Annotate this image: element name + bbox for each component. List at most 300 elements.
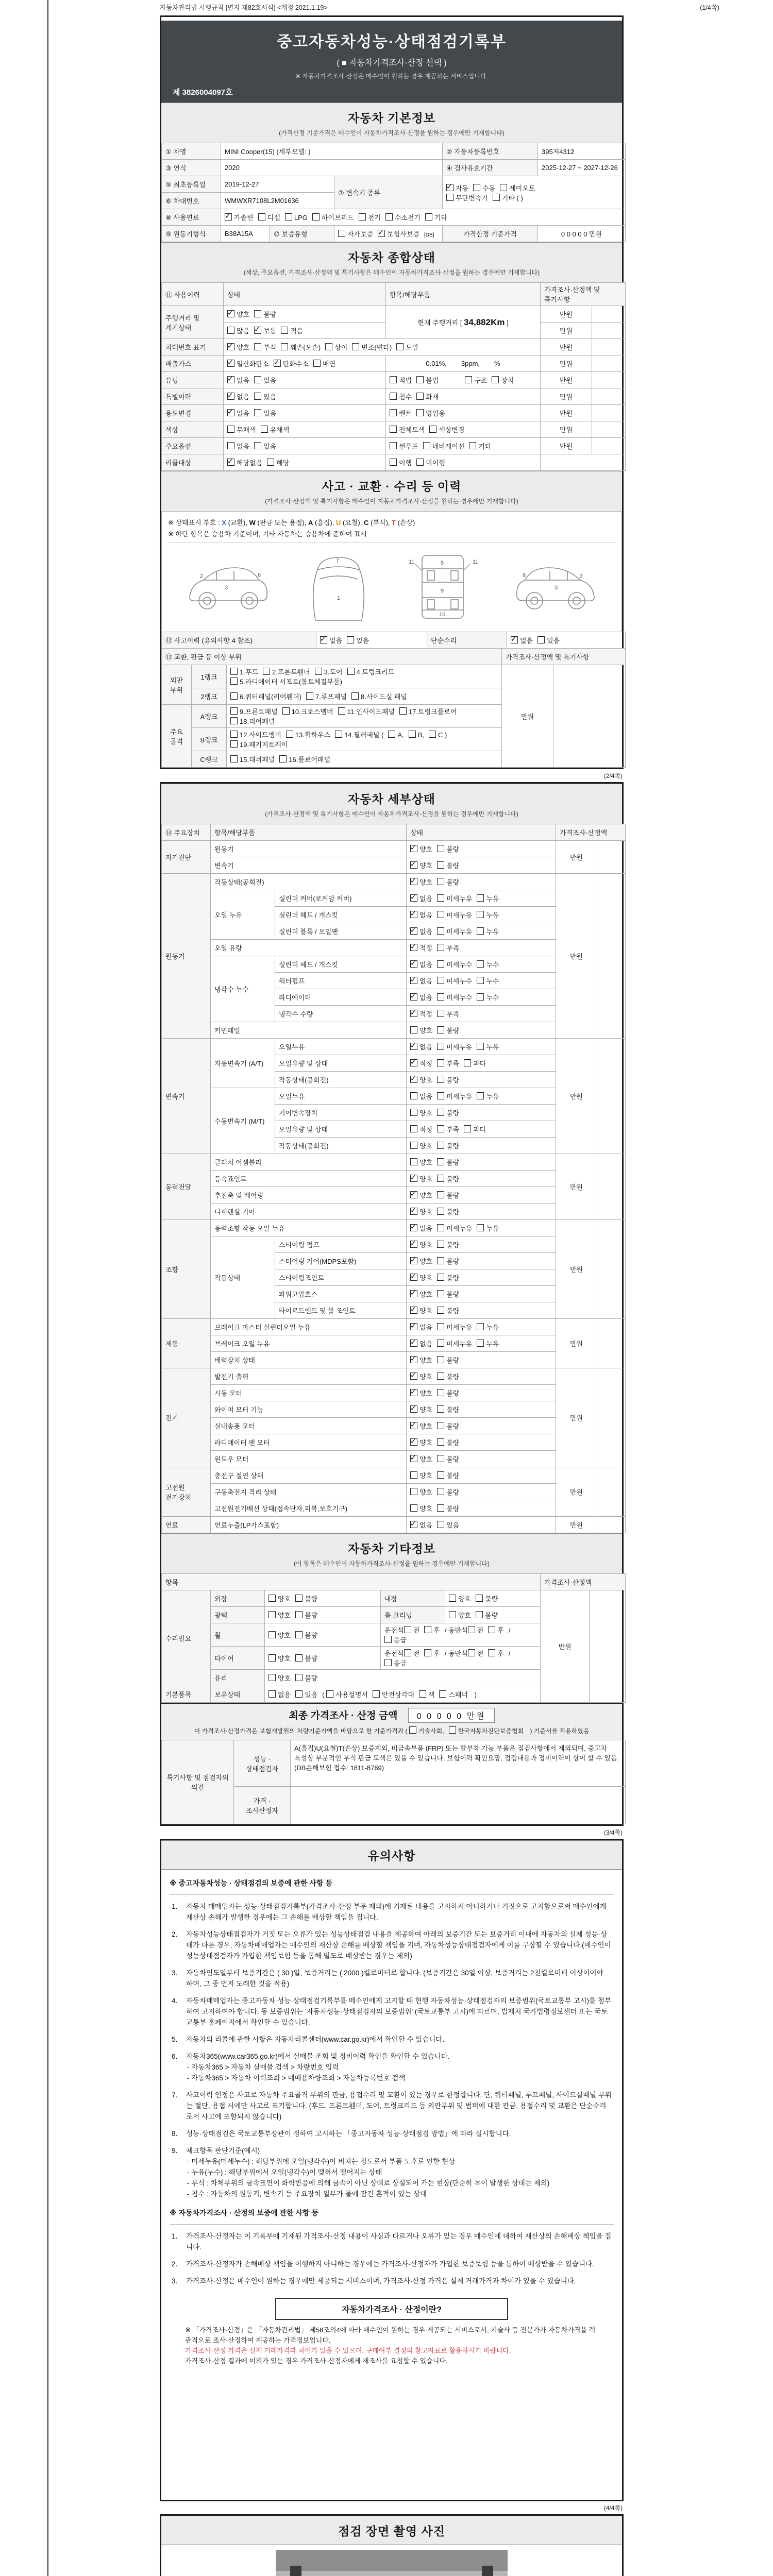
value-cell <box>407 1302 556 1319</box>
checkbox <box>446 193 488 202</box>
checkbox-icon <box>404 1626 411 1633</box>
etc-info-table-mount <box>161 1573 622 1703</box>
checkbox-icon <box>268 1654 276 1662</box>
checkbox-icon <box>437 1158 444 1165</box>
value-cell: 실린더 헤드 / 개스킷 <box>275 907 407 923</box>
note-item <box>172 2231 612 2252</box>
car-diagram-front-top <box>300 548 377 625</box>
value-cell: 만원 <box>541 306 592 323</box>
checkbox <box>410 1058 432 1068</box>
label-cell: 가격 · 조사산정자 <box>234 1787 291 1824</box>
section-accident-history <box>161 471 622 512</box>
diagram-number: 3 <box>554 585 558 591</box>
table-row <box>162 160 626 176</box>
checkbox-label: 없음 <box>419 895 433 903</box>
checkbox-icon <box>230 668 238 675</box>
diagram-number: 3 <box>224 585 228 591</box>
label-cell: 타이어 <box>211 1647 265 1670</box>
checkbox <box>477 893 499 903</box>
checkbox <box>437 1503 459 1513</box>
section-subtitle: (색상, 주요옵션, 가격조사·산정액 및 특기사항은 매수인이 자동차가격조사·산정을 원하는 경우에만 기재합니다) <box>243 269 540 276</box>
checkbox-icon <box>416 393 424 400</box>
checkbox-icon <box>352 343 359 350</box>
note-text: 성능·상태점검은 국토교통부장관이 정하여 고시하는 「중고자동차 성능·상태점검 방법」에 따라 실시합니다. <box>186 2130 511 2138</box>
checkbox-label: 적음 <box>290 327 304 335</box>
table-row <box>162 355 626 372</box>
value-cell <box>386 355 541 372</box>
value-cell: 작동상태(공회전) <box>275 1138 407 1154</box>
checkbox <box>410 976 432 986</box>
checkbox-label: 3.도어 <box>324 668 343 676</box>
checkbox-icon <box>295 1674 303 1681</box>
value-cell: 만원 <box>556 1154 597 1220</box>
value-cell <box>407 1368 556 1385</box>
section-title: 자동차 세부상태 <box>348 792 435 806</box>
value-cell <box>224 339 541 355</box>
page-1 <box>160 15 624 769</box>
label-cell: 룸 크리닝 <box>381 1607 445 1623</box>
checkbox <box>282 706 333 716</box>
table-row <box>162 665 626 688</box>
table-row <box>162 176 626 193</box>
value-cell: 395저4312 <box>538 143 626 160</box>
value-cell <box>407 1236 556 1253</box>
checkbox-icon <box>230 740 238 748</box>
table-row <box>162 824 626 841</box>
value-cell: 스티어링조인트 <box>275 1269 407 1286</box>
checkbox-icon <box>384 1636 392 1643</box>
value-cell <box>407 1401 556 1418</box>
value-cell <box>407 874 556 890</box>
checkbox <box>410 1157 432 1167</box>
checkbox-checked-icon <box>227 393 234 400</box>
value-cell: 만원 <box>541 339 592 355</box>
value-cell: 만원 <box>556 1319 597 1368</box>
checkbox <box>267 457 289 467</box>
checkbox-icon <box>306 692 313 700</box>
page-3 <box>160 1839 624 2501</box>
value-cell: 워터펌프 <box>275 973 407 989</box>
value-cell <box>592 355 626 372</box>
label-cell: ⑨ 원동기형식 <box>162 226 221 242</box>
label-cell: 가격조사·산정액 <box>556 824 626 841</box>
diagram-number: 9 <box>440 588 444 594</box>
checkbox-checked-icon <box>410 927 417 935</box>
text: W <box>249 519 256 527</box>
checkbox-label: 12.사이드멤버 <box>240 731 281 739</box>
value-cell <box>592 306 626 323</box>
value-cell <box>227 688 502 705</box>
inspector-opinion-table <box>161 1740 626 1824</box>
notes-subheader-1: ※ 중고자동차성능 · 상태점검의 보증에 관한 사항 등 <box>170 1878 614 1895</box>
checkbox-icon <box>338 707 345 715</box>
value-cell: 실린더 블록 / 오일팬 <box>275 923 407 940</box>
checkbox <box>416 392 439 401</box>
checkbox <box>424 1648 440 1658</box>
checkbox-icon <box>439 1690 446 1698</box>
label-cell: 용도변경 <box>162 405 224 421</box>
checkbox-icon <box>477 911 484 918</box>
checkbox-checked-icon <box>410 1257 417 1264</box>
value-cell <box>407 1500 556 1517</box>
checkbox-icon <box>437 1076 444 1083</box>
value-cell <box>407 857 556 874</box>
table-row <box>162 1368 626 1385</box>
value-cell: 윈도우 모터 <box>211 1451 407 1467</box>
checkbox-label: 있음 <box>356 637 369 645</box>
checkbox <box>437 1454 459 1464</box>
checkbox-icon <box>286 731 293 738</box>
value-cell: 작동상태(공회전) <box>211 874 407 890</box>
label-cell: 유리 <box>211 1670 265 1686</box>
checkbox-label: 불량 <box>305 1674 318 1682</box>
text: ( <box>322 1691 327 1699</box>
checkbox <box>359 212 381 222</box>
checkbox-icon <box>410 1504 417 1512</box>
checkbox-label: 전기 <box>367 214 381 222</box>
checkbox-label: 누유 <box>486 928 499 936</box>
diagram-number: 2 <box>579 573 582 580</box>
checkbox-icon <box>437 1191 444 1198</box>
checkbox <box>227 326 249 335</box>
checkbox-icon <box>437 1241 444 1248</box>
checkbox-checked-icon <box>410 1455 417 1462</box>
checkbox <box>390 441 418 451</box>
checkbox-label: 양호 <box>419 878 433 886</box>
label-cell: 고전원 전기장치 <box>162 1467 211 1517</box>
checkbox-checked-icon <box>410 960 417 968</box>
checkbox-label: 18.리어패널 <box>240 718 275 725</box>
checkbox-icon <box>477 1043 484 1050</box>
checkbox-icon <box>424 1649 431 1656</box>
checkbox-label: 미세누수 <box>446 994 473 1002</box>
checkbox-label: 불량 <box>305 1654 318 1663</box>
table-row <box>162 1517 626 1533</box>
text: U <box>335 519 341 527</box>
checkbox-icon <box>469 442 476 449</box>
text: ) 기준서를 적용하였음 <box>528 1727 590 1735</box>
note-subline: - 자동차365 > 자동차 이력조회 > 매매용차량조회 > 자동차등록번호 검색 <box>187 2074 406 2082</box>
checkbox-label: 과다 <box>473 1060 486 1067</box>
checkbox-label: 부족 <box>446 944 460 952</box>
checkbox-icon <box>437 911 444 918</box>
value-cell: 만원 <box>556 1368 597 1467</box>
checkbox <box>437 1157 459 1167</box>
checkbox-label: 불량 <box>446 878 460 886</box>
note-item <box>172 2259 612 2269</box>
detail-state-table-mount <box>161 824 622 1533</box>
checkbox-icon <box>396 343 404 350</box>
checkbox-label: 미세누유 <box>446 895 473 903</box>
checkbox-icon <box>282 707 290 715</box>
checkbox-label: 양호 <box>419 862 433 870</box>
note-item <box>172 2090 612 2122</box>
checkbox-label: 미세누수 <box>446 977 473 985</box>
value-cell <box>407 940 556 956</box>
final-price-value: 0 0 0 0 0 만원 <box>408 1708 495 1723</box>
checkbox-label: 누수 <box>486 994 499 1002</box>
checkbox-label: 후 <box>497 1650 504 1657</box>
value-cell: 만원 <box>541 421 592 438</box>
checkbox <box>230 691 301 701</box>
value-cell <box>316 632 427 649</box>
checkbox-icon <box>390 409 397 416</box>
table-row <box>162 649 626 665</box>
label-cell: 전기 <box>162 1368 211 1467</box>
text: C <box>364 519 369 527</box>
value-cell <box>224 454 386 471</box>
value-cell <box>597 841 626 874</box>
checkbox-icon <box>335 731 342 738</box>
checkbox-label: 기술사회, <box>418 1727 444 1735</box>
checkbox <box>437 1273 459 1282</box>
document-title-block <box>161 17 622 103</box>
checkbox <box>437 1009 459 1019</box>
checkbox <box>279 754 330 764</box>
checkbox-icon <box>437 1323 444 1330</box>
label-cell: 가격조사·산정액 <box>541 1574 626 1590</box>
checkbox-label: 잭 <box>428 1691 435 1699</box>
text: 운전석 <box>384 1650 404 1657</box>
final-price-band <box>161 1703 622 1740</box>
checkbox <box>410 1025 432 1035</box>
diagram-number: 1 <box>337 595 340 601</box>
checkbox <box>446 183 468 193</box>
checkbox <box>390 425 425 434</box>
label-cell: ⑦ 변속기 종류 <box>334 176 443 209</box>
text: % <box>494 360 500 367</box>
checkbox <box>254 441 276 451</box>
checkbox <box>425 212 447 222</box>
checkbox-checked-icon <box>410 911 417 918</box>
checkbox <box>464 1124 486 1134</box>
car-diagrams <box>168 543 615 630</box>
checkbox <box>500 183 535 193</box>
checkbox-icon <box>410 1026 417 1033</box>
checkbox-label: 응급 <box>394 1659 407 1667</box>
checkbox-checked-icon <box>511 636 518 643</box>
checkbox-label: 19.패키지트레이 <box>240 741 288 749</box>
checkbox-label: 후 <box>497 1626 504 1634</box>
table-row <box>162 209 626 226</box>
checkbox <box>409 731 424 739</box>
checkbox <box>227 342 249 352</box>
table-row <box>162 306 626 323</box>
checkbox <box>268 1673 291 1683</box>
checkbox-icon <box>437 1356 444 1363</box>
checkbox-checked-icon <box>410 1076 417 1083</box>
section-title: 사고 · 교환 · 수리 등 이력 <box>322 480 462 493</box>
checkbox-icon <box>437 1026 444 1033</box>
label-cell: 주요 골격 <box>162 705 192 768</box>
label-cell: B랭크 <box>192 728 227 751</box>
checkbox-label: 있음 <box>263 393 277 401</box>
value-cell <box>407 1154 556 1171</box>
checkbox <box>437 1388 459 1398</box>
checkbox <box>410 1289 432 1299</box>
checkbox-icon <box>254 442 261 449</box>
checkbox-label: 훼손(오손) <box>290 344 321 351</box>
checkbox-icon <box>437 1109 444 1116</box>
value-cell <box>407 1451 556 1467</box>
checkbox-checked-icon <box>410 845 417 852</box>
checkbox-checked-icon <box>274 360 281 367</box>
value-cell <box>265 1623 381 1647</box>
value-cell <box>407 973 556 989</box>
checkbox-label: 13.휠하우스 <box>295 731 331 739</box>
value-cell <box>407 1039 556 1055</box>
checkbox-icon <box>500 184 507 191</box>
checkbox <box>268 1630 291 1640</box>
value-cell <box>407 1204 556 1220</box>
checkbox <box>437 1322 472 1332</box>
checkbox <box>295 1610 317 1620</box>
checkbox-label: 미세누수 <box>446 961 473 969</box>
checkbox <box>410 1108 432 1117</box>
checkbox-icon <box>468 1626 475 1633</box>
value-cell <box>592 339 626 355</box>
value-cell <box>381 1647 541 1670</box>
checkbox-label: 불량 <box>446 1357 460 1364</box>
checkbox-icon <box>359 213 366 221</box>
checkbox <box>396 342 418 352</box>
label-cell: 성능 · 상태점검자 <box>234 1740 291 1787</box>
checkbox-icon <box>437 845 444 852</box>
label-cell: 가격조사·산정액 및 특기사항 <box>502 649 626 665</box>
checkbox-label: 있음 <box>263 443 277 450</box>
checkbox-label: 양호 <box>419 1389 433 1397</box>
document-subtitle: ( ■ 자동차가격조사·산정 선택 ) <box>337 59 447 67</box>
checkbox <box>419 1689 435 1699</box>
section-overall-state <box>161 242 622 283</box>
checkbox <box>410 1009 432 1019</box>
value-cell <box>407 1187 556 1204</box>
checkbox <box>468 1648 484 1658</box>
checkbox-label: 보통 <box>263 327 277 335</box>
value-cell: 고전원전기배선 상태(접속단자,피복,보호기구) <box>211 1500 407 1517</box>
checkbox-checked-icon <box>410 1208 417 1215</box>
checkbox <box>410 943 432 953</box>
checkbox-label: 16.플로어패널 <box>289 756 331 764</box>
checkbox <box>230 739 288 749</box>
text: 이 가격조사·산정가격은 보험개발원의 차량기준가액을 바탕으로 한 기준가격과 ( <box>194 1727 409 1735</box>
checkbox <box>477 926 499 936</box>
accident-history-table-mount <box>161 632 622 649</box>
checkbox-label: 미세누유 <box>446 1225 473 1232</box>
checkbox-icon <box>437 1043 444 1050</box>
checkbox-icon <box>437 1488 444 1495</box>
page-number-3: (3/4쪽) <box>603 1829 623 1836</box>
checkbox-label: 적정 <box>419 1060 433 1067</box>
car-diagram-right-side <box>508 548 603 625</box>
checkbox-checked-icon <box>410 1405 417 1413</box>
checkbox <box>477 910 499 920</box>
checkbox <box>390 392 412 401</box>
checkbox-label: 양호 <box>419 1455 433 1463</box>
checkbox-label: 적정 <box>419 1010 433 1018</box>
label-cell: ⑤ 최초등록일 <box>162 176 221 193</box>
value-cell <box>407 1121 556 1138</box>
value-cell <box>407 1220 556 1236</box>
checkbox-icon <box>477 1092 484 1099</box>
checkbox-label: 상이 <box>334 344 348 351</box>
checkbox-label: 없음 <box>419 1324 433 1331</box>
value-cell <box>592 421 626 438</box>
checkbox-icon <box>446 194 453 201</box>
checkbox-label: 불량 <box>485 1595 498 1603</box>
value-cell <box>291 1787 626 1824</box>
note-text: 자동차인도일부터 보증기간은 ( 30 )일, 보증거리는 ( 2000 )킬로미터로 합니다. (보증기간은 30일 이상, 보증거리는 2천킬로미터 이상이어야 하며, 그 중 먼저 도래한 것을 적용) <box>186 1969 603 1988</box>
value-cell <box>407 1105 556 1121</box>
checkbox <box>410 1273 432 1282</box>
checkbox <box>410 1306 432 1315</box>
checkbox <box>468 1625 484 1635</box>
checkbox-label: 수동 <box>482 184 496 192</box>
checkbox-label: 전 <box>413 1626 420 1634</box>
checkbox <box>320 635 342 645</box>
checkbox-icon <box>295 1690 303 1698</box>
value-cell <box>407 907 556 923</box>
label-cell: ④ 검사유효기간 <box>443 160 538 176</box>
checkbox <box>410 1520 432 1530</box>
checkbox <box>410 1207 432 1216</box>
section-photos <box>161 2516 622 2545</box>
checkbox <box>261 425 290 434</box>
note-item <box>172 2145 612 2199</box>
value-cell: 스티어링 펌프 <box>275 1236 407 1253</box>
checkbox-icon <box>390 393 397 400</box>
value-cell <box>224 388 386 405</box>
text: 현재 주행거리 [ <box>417 318 464 327</box>
value-cell: 디퍼렌셜 기어 <box>211 1204 407 1220</box>
checkbox <box>295 1630 317 1640</box>
checkbox-label: 한국자동차진단보증협회 <box>458 1727 524 1735</box>
checkbox-icon <box>492 376 499 383</box>
checkbox <box>437 1058 459 1068</box>
diagram-number: 10 <box>439 612 445 618</box>
checkbox-label: 누유 <box>486 911 499 919</box>
text: / <box>508 1650 511 1657</box>
checkbox <box>227 425 256 434</box>
checkbox-label: 있음 <box>263 377 277 384</box>
value-cell <box>386 421 541 438</box>
document-number: 제 3826004097호 <box>173 88 233 97</box>
label-cell: 차대번호 표기 <box>162 339 224 355</box>
checkbox-label: 전체도색 <box>399 426 425 434</box>
label-cell: 광택 <box>211 1607 265 1623</box>
checkbox-icon <box>477 1224 484 1231</box>
section-title: 자동차 종합상태 <box>348 251 435 264</box>
value-cell: 실내송풍 모터 <box>211 1418 407 1434</box>
checkbox-icon <box>279 755 287 762</box>
checkbox <box>437 1520 459 1530</box>
table-row <box>162 226 626 242</box>
text: / 동반석 <box>444 1626 468 1634</box>
checkbox-icon <box>390 459 397 466</box>
checkbox <box>437 1306 459 1315</box>
table-row <box>162 1154 626 1171</box>
scan-edge-line <box>47 0 48 2576</box>
checkbox <box>410 1075 432 1084</box>
checkbox-label: 불량 <box>446 1439 460 1447</box>
checkbox-checked-icon <box>225 213 232 221</box>
checkbox-label: 사용설명서 <box>335 1691 368 1699</box>
checkbox-icon <box>295 1631 303 1638</box>
checkbox-label: 화재 <box>426 393 439 401</box>
value-cell: 브레이크 오일 누유 <box>211 1335 407 1352</box>
value-cell: 오일 유량 <box>211 940 407 956</box>
checkbox <box>230 754 275 764</box>
